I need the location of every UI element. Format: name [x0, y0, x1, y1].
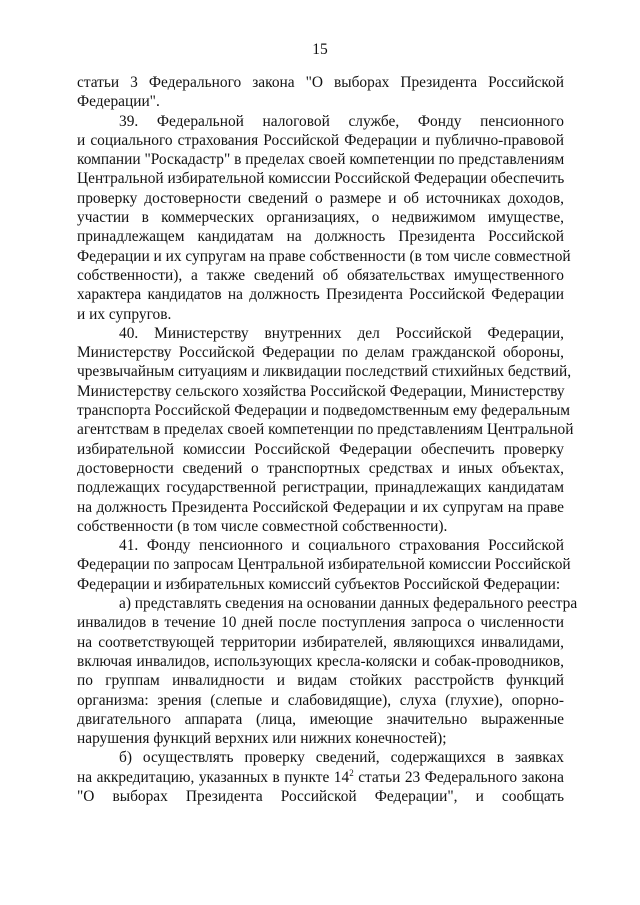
text-line: 39. Федеральной налоговой службе, Фонду пенсионного	[119, 112, 564, 130]
text-line: Министерству сельского хозяйства Российской Федерации, Министерству	[77, 382, 565, 400]
text-line: 41. Фонду пенсионного и социального страхования Российской	[119, 537, 564, 555]
text-line: и социального страхования Российской Федерации и публично-правовой	[77, 131, 564, 149]
text-line: и их супругов.	[77, 305, 172, 323]
document-body	[77, 73, 578, 806]
text-line: транспорта Российской Федерации и подведомственным ему федеральным	[77, 402, 570, 420]
text-line: достоверности сведений о транспортных средствах и иных объектах,	[77, 459, 564, 477]
text-line: нарушения функций верхних или нижних конечностей);	[77, 730, 447, 748]
page-number: 15	[312, 41, 328, 58]
text-line: на должность Президента Российской Федерации и их супругам на праве	[77, 498, 564, 516]
text-line: включая инвалидов, использующих кресла-коляски и собак-проводников,	[77, 652, 564, 670]
text-line: Федерации по запросам Центральной избирательной комиссии Российской	[77, 556, 571, 574]
text-line: Федерации и их супругам на праве собственности (в том числе совместной	[77, 247, 571, 265]
text-line: инвалидов в течение 10 дней после поступления запроса о численности	[77, 614, 564, 632]
text-line: чрезвычайным ситуациям и ликвидации последствий стихийных бедствий,	[77, 363, 572, 381]
text-line: участии в коммерческих организациях, о недвижимом имуществе,	[77, 209, 564, 227]
text-line: подлежащих государственной регистрации, принадлежащих кандидатам	[77, 479, 564, 497]
text-line: организма: зрения (слепые и слабовидящие), слуха (глухие), опорно-	[77, 691, 564, 709]
text-line: характера кандидатов на должность Президента Российской Федерации	[77, 286, 564, 304]
text-line: двигательного аппарата (лица, имеющие значительно выраженные	[77, 710, 564, 728]
text-line: агентствам в пределах своей компетенции по представлениям Центральной	[77, 421, 574, 439]
text-line: б) осуществлять проверку сведений, содержащихся в заявках	[119, 749, 564, 767]
text-line: на соответствующей территории избирателей, являющихся инвалидами,	[77, 633, 564, 651]
superscript: 2	[349, 767, 354, 778]
text-line: Центральной избирательной комиссии Российской Федерации обеспечить	[77, 170, 565, 188]
text-line: проверку достоверности сведений о размере и об источниках доходов,	[77, 189, 564, 207]
text-segment: на аккредитацию, указанных в пункте 14	[77, 768, 350, 786]
text-line: собственности (в том числе совместной собственности).	[77, 517, 448, 535]
text-segment: статьи 23 Федерального закона	[353, 768, 564, 786]
text-line: принадлежащем кандидатам на должность Президента Российской	[77, 228, 564, 246]
text-line: "О выборах Президента Российской Федерации", и сообщать	[77, 787, 564, 805]
text-line: Федерации и избирательных комиссий субъектов Российской Федерации:	[77, 575, 561, 593]
text-line	[77, 768, 564, 787]
text-line: статьи 3 Федерального закона "О выборах Президента Российской	[77, 74, 564, 91]
text-line: Министерству Российской Федерации по делам гражданской обороны,	[77, 344, 564, 362]
text-line: а) представлять сведения на основании данных федерального реестра	[119, 595, 578, 613]
text-line: избирательной комиссии Российской Федерации обеспечить проверку	[77, 440, 564, 458]
text-line: собственности), а также сведений об обязательствах имущественного	[77, 266, 564, 284]
text-line: по группам инвалидности и видам стойких расстройств функций	[77, 672, 564, 690]
text-line: Федерации".	[77, 93, 160, 111]
text-line: 40. Министерству внутренних дел Российской Федерации,	[119, 324, 564, 342]
text-line: компании "Роскадастр" в пределах своей компетенции по представлениям	[77, 151, 565, 169]
